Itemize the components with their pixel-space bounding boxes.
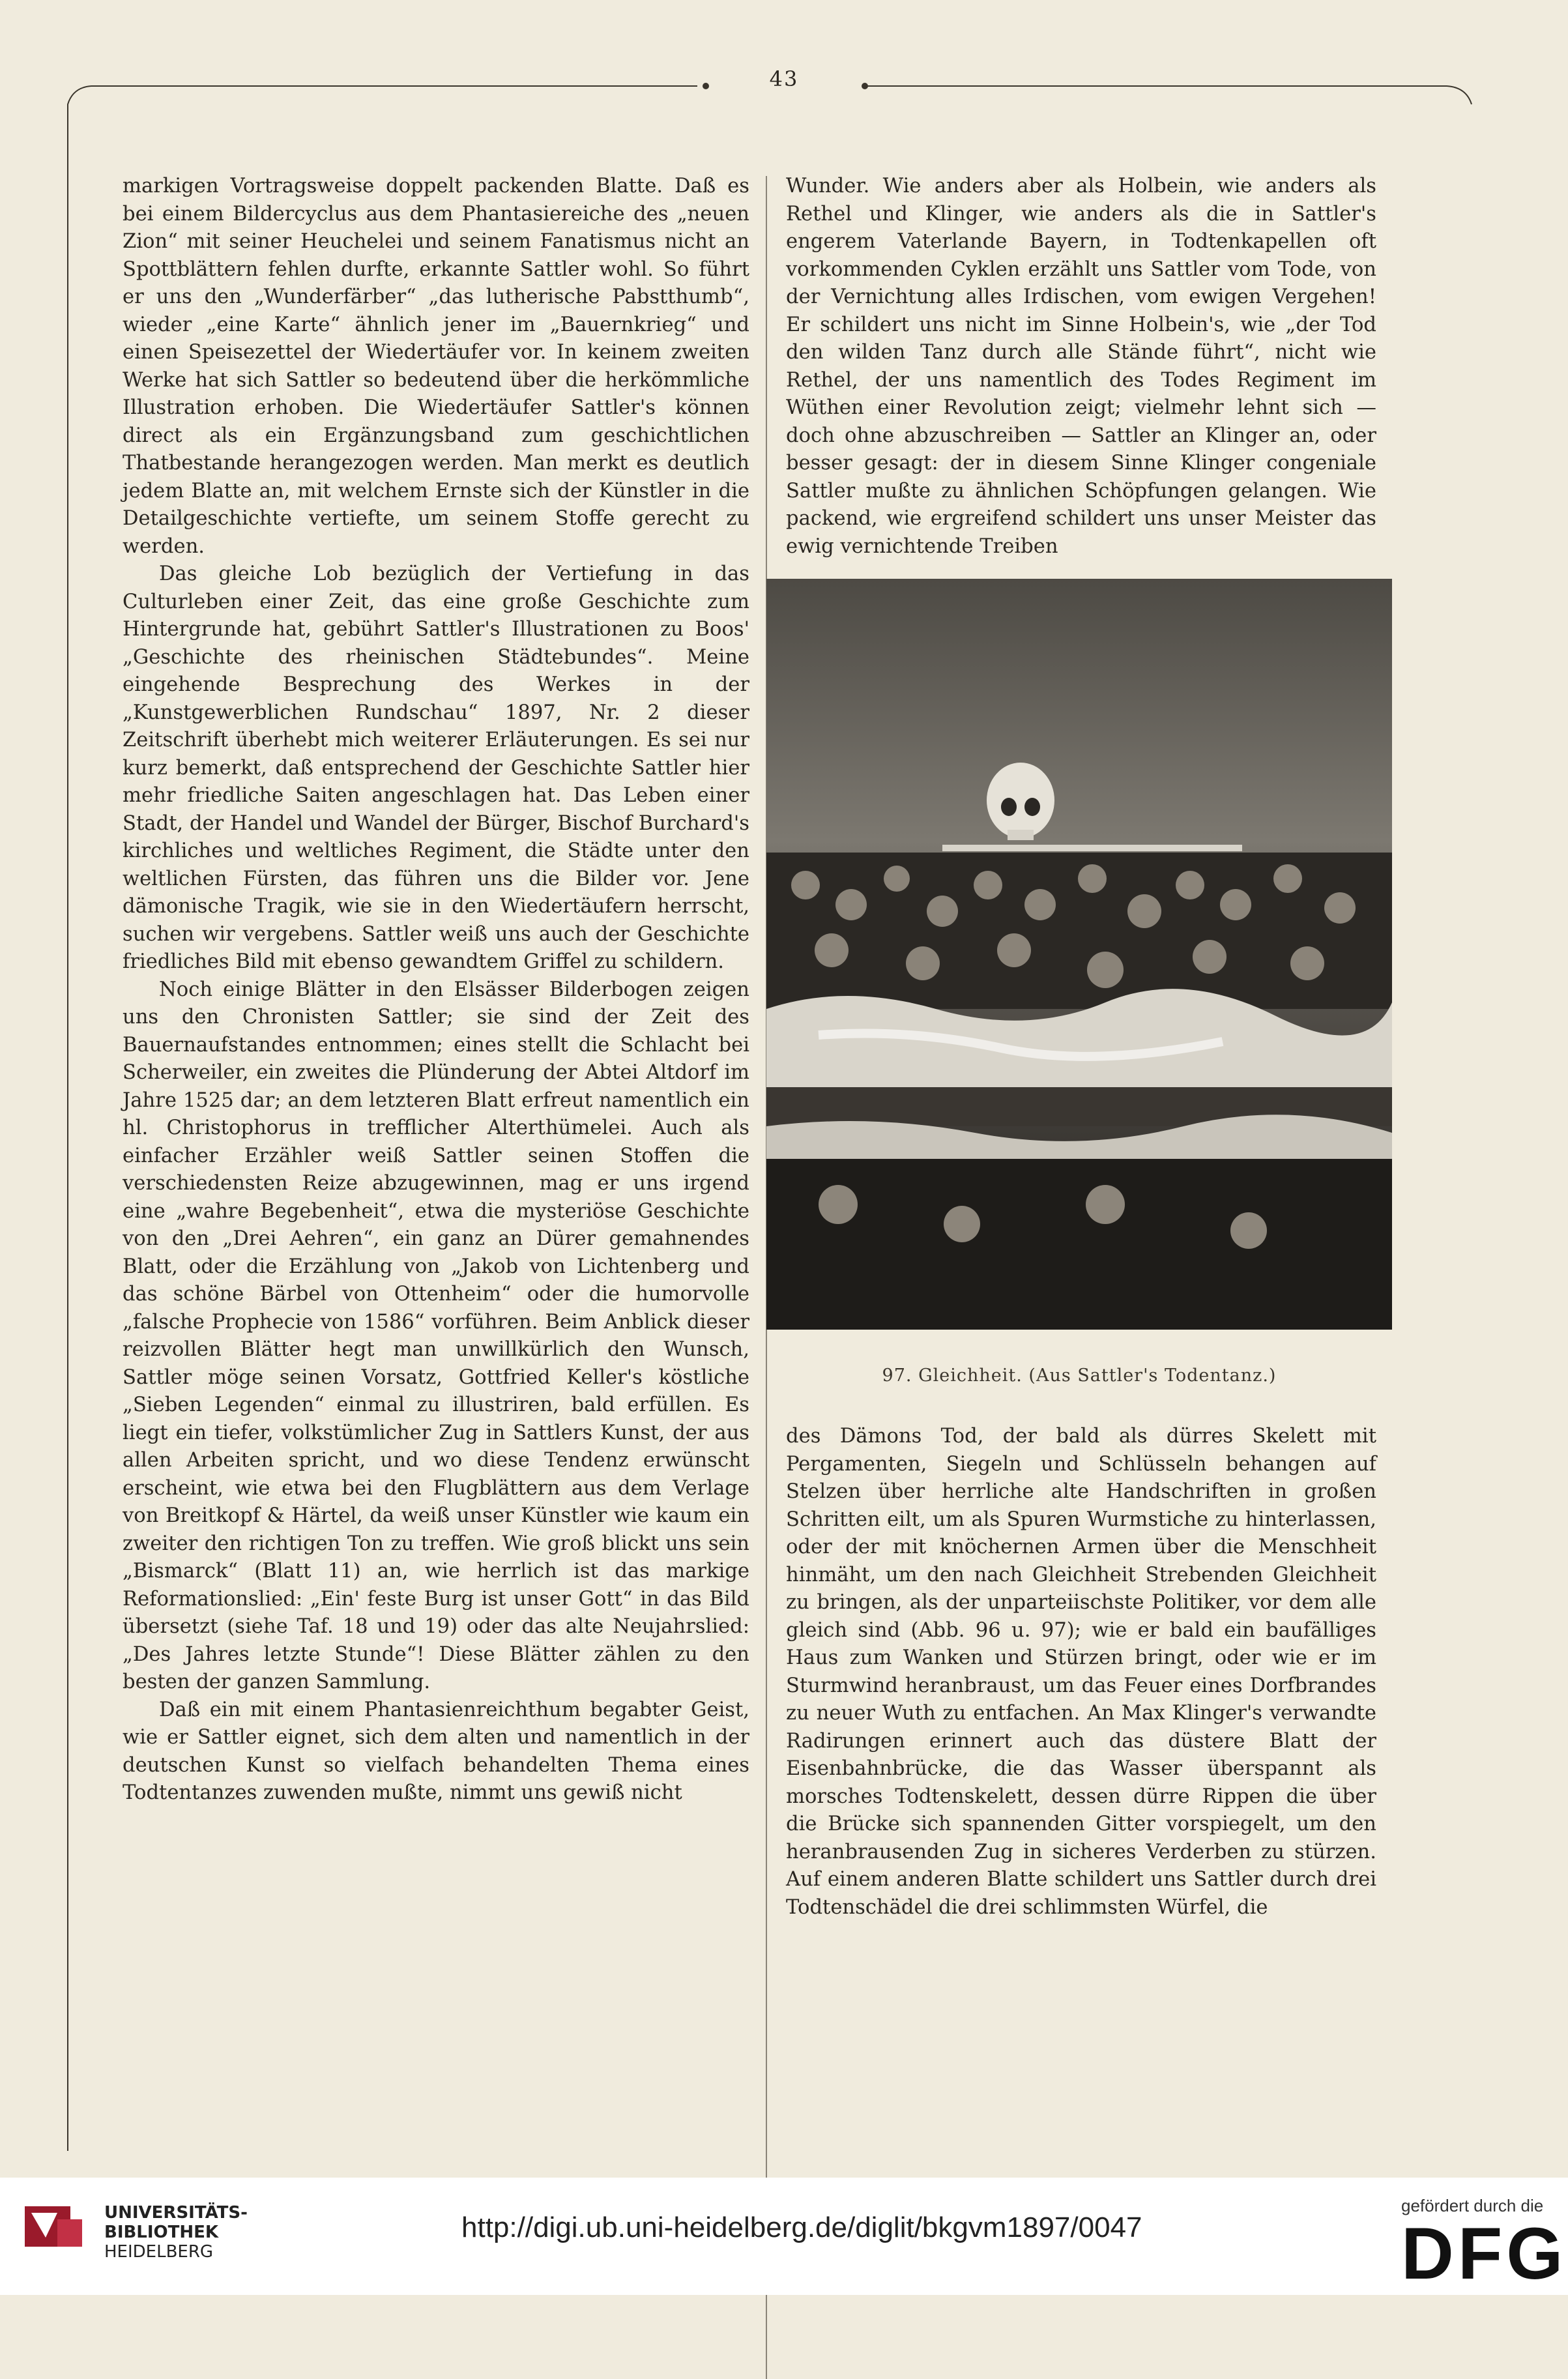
dfg-logo: DFG	[1401, 2213, 1567, 2294]
figure-caption: 97. Gleichheit. (Aus Sattler's Todentanz.)	[882, 1365, 1277, 1386]
illustration-gleichheit	[766, 579, 1392, 1330]
right-column-bottom	[786, 1423, 1376, 1921]
library-name-line: BIBLIOTHEK	[104, 2223, 219, 2242]
left-column	[123, 173, 749, 1807]
library-name	[104, 2203, 248, 2262]
illustration-drawing	[766, 579, 1392, 1330]
library-name-line: UNIVERSITÄTS-	[104, 2203, 248, 2223]
paragraph: Noch einige Blätter in den Elsässer Bilderbogen zeigen uns den Chronisten Sattler; sie sind der Zeit des Bauernaufstandes entnommen; eines stellt die Schlacht bei Scherweiler, ein zweites die Plünderung der Abtei Altdorf im Jahre 1525 dar; an dem letzteren Blatt erfreut namentlich ein hl. Christophorus in trefflicher Alterthümelei. Auch als einfacher Erzähler weiß Sattler seinen Stoffen die verschiedensten Reize abzugewinnen, mag er uns irgend eine „wahre Begebenheit“, etwa die mysteriöse Geschichte von den „Drei Aehren“, ein ganz an Dürer gemahnendes Blatt, oder die Erzählung von „Jakob von Lichtenberg und das schöne Bärbel von Ottenheim“ oder die humorvolle „falsche Prophecie von 1586“ vorführen. Beim Anblick dieser reizvollen Blätter hegt man unwillkürlich den Wunsch, Sattler möge seinen Vorsatz, Gottfried Keller's köstliche „Sieben Legenden“ einmal zu illustriren, bald erfüllen. Es liegt ein tiefer, volkstümlicher Zug in Sattlers Kunst, der aus allen Arbeiten spricht, und wo diese Tendenz erwünscht erscheint, wie etwa bei den Flugblättern aus dem Verlage von Breitkopf & Härtel, da weiß unser Künstler wie kaum ein zweiter den richtigen Ton zu treffen. Wie groß blickt uns sein „Bismarck“ (Blatt 11) an, wie herrlich ist das markige Reformationslied: „Ein' feste Burg ist unser Gott“ in das Bild übersetzt (siehe Taf. 18 und 19) oder das alte Neujahrslied: „Des Jahres letzte Stunde“! Diese Blätter zählen zu den besten der ganzen Sammlung.	[123, 978, 749, 1693]
library-name-line: HEIDELBERG	[104, 2242, 214, 2262]
funding-label: gefördert durch die	[1401, 2196, 1544, 2215]
right-column-top	[786, 173, 1376, 561]
paragraph: markigen Vortragsweise doppelt packenden Blatte. Daß es bei einem Bildercyclus aus dem Phantasiereiche des „neuen Zion“ mit seiner Heuchelei und seinem Fanatismus nicht an Spottblättern fehlen durfte, erkannte Sattler wohl. So führt er uns den „Wunderfärber“ „das lutherische Pabstthumb“, wieder „eine Karte“ ähnlich jener im „Bauernkrieg“ und einen Speisezettel der Wiedertäufer vor. In keinem zweiten Werke hat sich Sattler so bedeutend über die herkömmliche Illustration erhoben. Die Wiedertäufer Sattler's können direct als ein Ergänzungsband zum geschichtlichen Thatbestande herangezogen werden. Man merkt es deutlich jedem Blatte an, mit welchem Ernste sich der Künstler in die Detailgeschichte vertiefte, um seinem Stoffe gerecht zu werden.	[123, 175, 749, 558]
university-library-logo-icon	[20, 2197, 91, 2256]
paragraph: Das gleiche Lob bezüglich der Vertiefung in das Culturleben einer Zeit, das eine große Geschichte zum Hintergrunde hat, gebührt Sattler's Illustrationen zu Boos' „Geschichte des rheinischen Städtebundes“. Meine eingehende Besprechung des Werkes in der „Kunstgewerblichen Rundschau“ 1897, Nr. 2 dieser Zeitschrift überhebt mich weiterer Erläuterungen. Es sei nur kurz bemerkt, daß entsprechend der Geschichte Sattler hier mehr friedliche Saiten angeschlagen hat. Das Leben einer Stadt, der Handel und Wandel der Bürger, Bischof Burchard's kirchliches und weltliches Regiment, die Städte unter den weltlichen Fürsten, das führen uns die Bilder vor. Jene dämonische Tragik, wie sie in den Wiedertäufern herrscht, suchen wir vergebens. Sattler weiß uns auch der Geschichte friedliches Bild mit ebenso gewandtem Griffel zu schildern.	[123, 562, 749, 973]
paragraph: Wunder. Wie anders aber als Holbein, wie anders als Rethel und Klinger, wie anders als die in Sattler's engerem Vaterlande Bayern, in Todtenkapellen oft vorkommenden Cyklen erzählt uns Sattler vom Tode, von der Vernichtung alles Irdischen, vom ewigen Vergehen! Er schildert uns nicht im Sinne Holbein's, wie „der Tod den wilden Tanz durch alle Stände führt“, nicht wie Rethel, der uns namentlich des Todes Regiment im Wüthen einer Revolution zeigt; vielmehr lehnt sich — doch ohne abzuschreiben — Sattler an Klinger an, oder besser gesagt: der in diesem Sinne Klinger congeniale Sattler mußte zu ähnlichen Schöpfungen gelangen. Wie packend, wie ergreifend schildert uns unser Meister das ewig vernichtende Treiben	[786, 175, 1376, 558]
source-url-link[interactable]: http://digi.ub.uni-heidelberg.de/diglit/bkgvm1897/0047	[461, 2211, 1142, 2243]
paragraph: des Dämons Tod, der bald als dürres Skelett mit Pergamenten, Siegeln und Schlüsseln behangen auf Stelzen über herrliche alte Handschriften in großen Schritten eilt, um als Spuren Wurmstiche zu hinterlassen, oder der mit knöchernen Armen über die Menschheit hinmäht, um den nach Gleichheit Strebenden Gleichheit zu bringen, als der unparteiischste Politiker, vor dem alle gleich sind (Abb. 96 u. 97); wie er bald ein baufälliges Haus zum Wanken und Stürzen bringt, oder wie er im Sturmwind heranbraust, um das Feuer eines Dorfbrandes zu neuer Wuth zu entfachen. An Max Klinger's verwandte Radirungen erinnert auch das düstere Blatt der Eisenbahnbrücke, die das Wasser überspannt als morsches Todtenskelett, dessen dürre Rippen die über die Brücke sich spannenden Gitter vorspiegelt, um den heranbrausenden Zug in sicheres Verderben zu stürzen. Auf einem anderen Blatte schildert uns Sattler durch drei Todtenschädel die drei schlimmsten Würfel, die	[786, 1425, 1376, 1919]
page-number: 43	[769, 66, 799, 91]
paragraph: Daß ein mit einem Phantasienreichthum begabter Geist, wie er Sattler eignet, sich dem alten und namentlich in der deutschen Kunst so vielfach behandelten Thema eines Todtentanzes zuwenden mußte, nimmt uns gewiß nicht	[123, 1698, 749, 1804]
